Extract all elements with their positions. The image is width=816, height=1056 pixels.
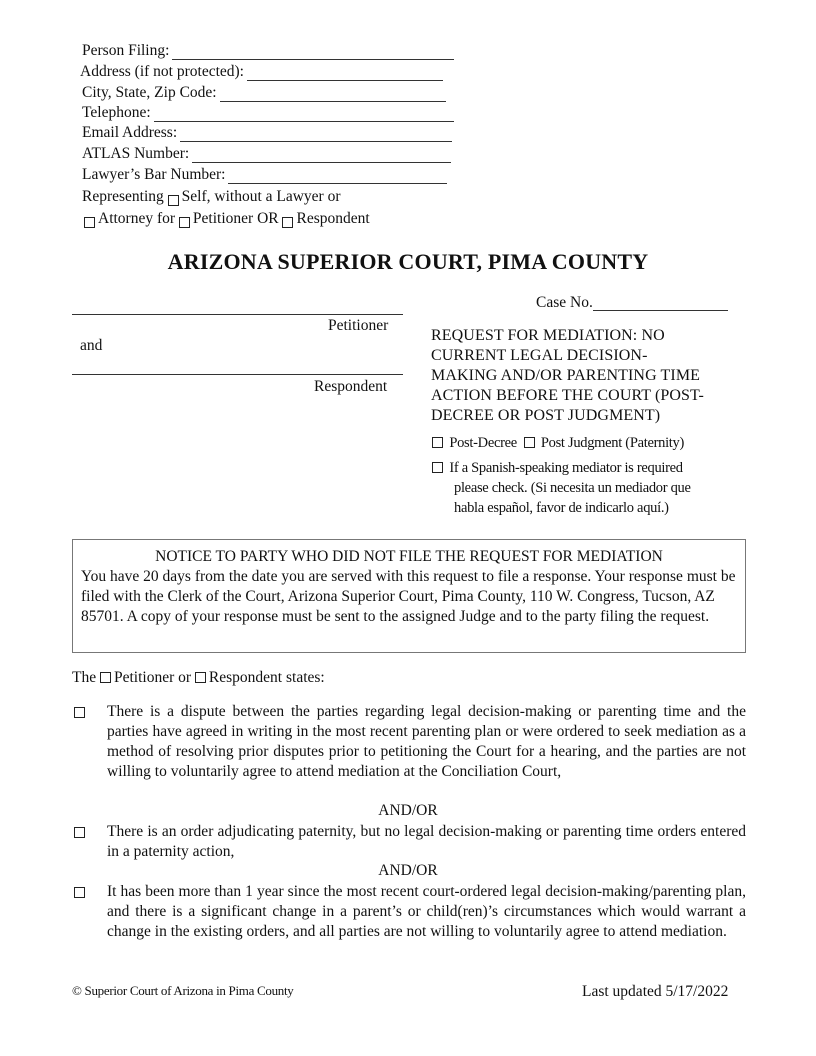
condition-item [72,822,746,862]
field-label: Email Address: [82,124,178,141]
attorney-petitioner-checkbox[interactable] [179,217,190,228]
post-decree-judgment-row [432,434,684,453]
petitioner-label: Petitioner [328,317,389,334]
the-label: The [72,669,97,686]
telephone-row [82,104,454,122]
andor-separator: AND/OR [378,802,438,819]
city-state-zip-row [82,84,446,102]
self-checkbox[interactable] [168,195,179,206]
representing-row [82,188,341,206]
condition-checkbox[interactable] [74,707,85,718]
field-label: ATLAS Number: [82,145,190,162]
case-number-input[interactable] [593,295,728,311]
bar-number-input[interactable] [228,169,447,184]
field-label: Telephone: [82,104,151,121]
attorney-petitioner-label: Petitioner OR [192,210,279,227]
document-title-line: DECREE OR POST JUDGMENT) [431,407,661,424]
field-label: City, State, Zip Code: [82,84,217,101]
post-decree-checkbox[interactable] [432,437,443,448]
document-title-line: REQUEST FOR MEDIATION: NO [431,327,665,344]
email-input[interactable] [180,127,452,142]
document-title-line: ACTION BEFORE THE COURT (POST- [431,387,704,404]
condition-checkbox[interactable] [74,887,85,898]
document-title [431,326,704,426]
condition-text: There is a dispute between the parties regarding legal decision-making or parenting time and the parties have agreed in writing in the most recent parenting plan or were ordered to seek mediation as a method of resolving prior disputes prior to petitioning the Court for a hearing, and the parties are not willing to voluntarily agree to attend mediation at the Conciliation Court, [107,703,746,780]
notice-heading: NOTICE TO PARTY WHO DID NOT FILE THE REQUEST FOR MEDIATION [155,548,663,565]
attorney-respondent-checkbox[interactable] [282,217,293,228]
address-input[interactable] [247,66,443,81]
field-label: Lawyer’s Bar Number: [82,166,226,183]
condition-text: It has been more than 1 year since the most recent court-ordered legal decision-making/parenting plan, and there is a significant change in a parent’s or child(ren)’s circumstances which would warrant a change in the existing orders, and all parties are not willing to voluntarily agree to attend mediation. [107,883,746,940]
bar-number-row [82,166,447,184]
self-option-label: Self, without a Lawyer or [181,188,341,205]
statement-petitioner-checkbox[interactable] [100,672,111,683]
and-label: and [80,337,103,354]
post-decree-label: Post-Decree [449,435,517,451]
atlas-number-row [82,145,451,163]
statement-row [72,668,325,688]
field-label: Person Filing: [82,42,170,59]
spanish-option-line: please check. (Si necesita un mediador que [454,480,691,496]
footer-copyright: © Superior Court of Arizona in Pima County [72,983,294,998]
condition-checkbox[interactable] [74,827,85,838]
spanish-mediator-row [432,459,683,478]
atlas-number-input[interactable] [192,148,451,163]
respondent-label: Respondent [314,378,388,395]
document-title-line: MAKING AND/OR PARENTING TIME [431,367,701,384]
spanish-option-line: habla español, favor de indicarlo aquí.) [454,500,669,516]
court-title: ARIZONA SUPERIOR COURT, PIMA COUNTY [167,249,649,274]
case-no-label: Case No. [536,294,593,311]
city-state-zip-input[interactable] [220,87,446,102]
post-judgment-checkbox[interactable] [524,437,535,448]
spanish-option-line: If a Spanish-speaking mediator is required [449,460,683,476]
statement-respondent-checkbox[interactable] [195,672,206,683]
person-filing-input[interactable] [172,45,454,60]
condition-text: There is an order adjudicating paternity, but no legal decision-making or parenting time orders entered in a paternity action, [107,823,746,860]
representing-label: Representing [82,188,164,205]
statement-respondent-label: Respondent states: [208,669,325,686]
footer-last-updated: Last updated 5/17/2022 [582,983,729,1000]
respondent-name-line[interactable] [72,374,403,375]
andor-separator: AND/OR [378,862,438,879]
person-filing-row [82,42,454,60]
case-number-row [536,293,728,313]
attorney-respondent-label: Respondent [296,210,370,227]
condition-item [72,882,746,942]
notice-box [72,539,746,653]
post-judgment-label: Post Judgment (Paternity) [540,435,685,451]
attorney-for-label: Attorney for [98,210,176,227]
statement-petitioner-label: Petitioner or [113,669,192,686]
document-title-line: CURRENT LEGAL DECISION- [431,347,648,364]
notice-body: You have 20 days from the date you are served with this request to file a response. Your response must be filed with the Clerk of the Court, Arizona Superior Court, Pima County, 110 W. Congress, Tucson, AZ 85701. A copy of your response must be sent to the assigned Judge and to the party filing the request. [81,568,736,625]
condition-item [72,702,746,782]
address-row [80,63,443,81]
telephone-input[interactable] [154,107,454,122]
attorney-checkbox[interactable] [84,217,95,228]
attorney-row [84,210,370,228]
email-row [82,124,452,142]
petitioner-name-line[interactable] [72,314,403,315]
spanish-mediator-checkbox[interactable] [432,462,443,473]
field-label: Address (if not protected): [80,63,244,80]
